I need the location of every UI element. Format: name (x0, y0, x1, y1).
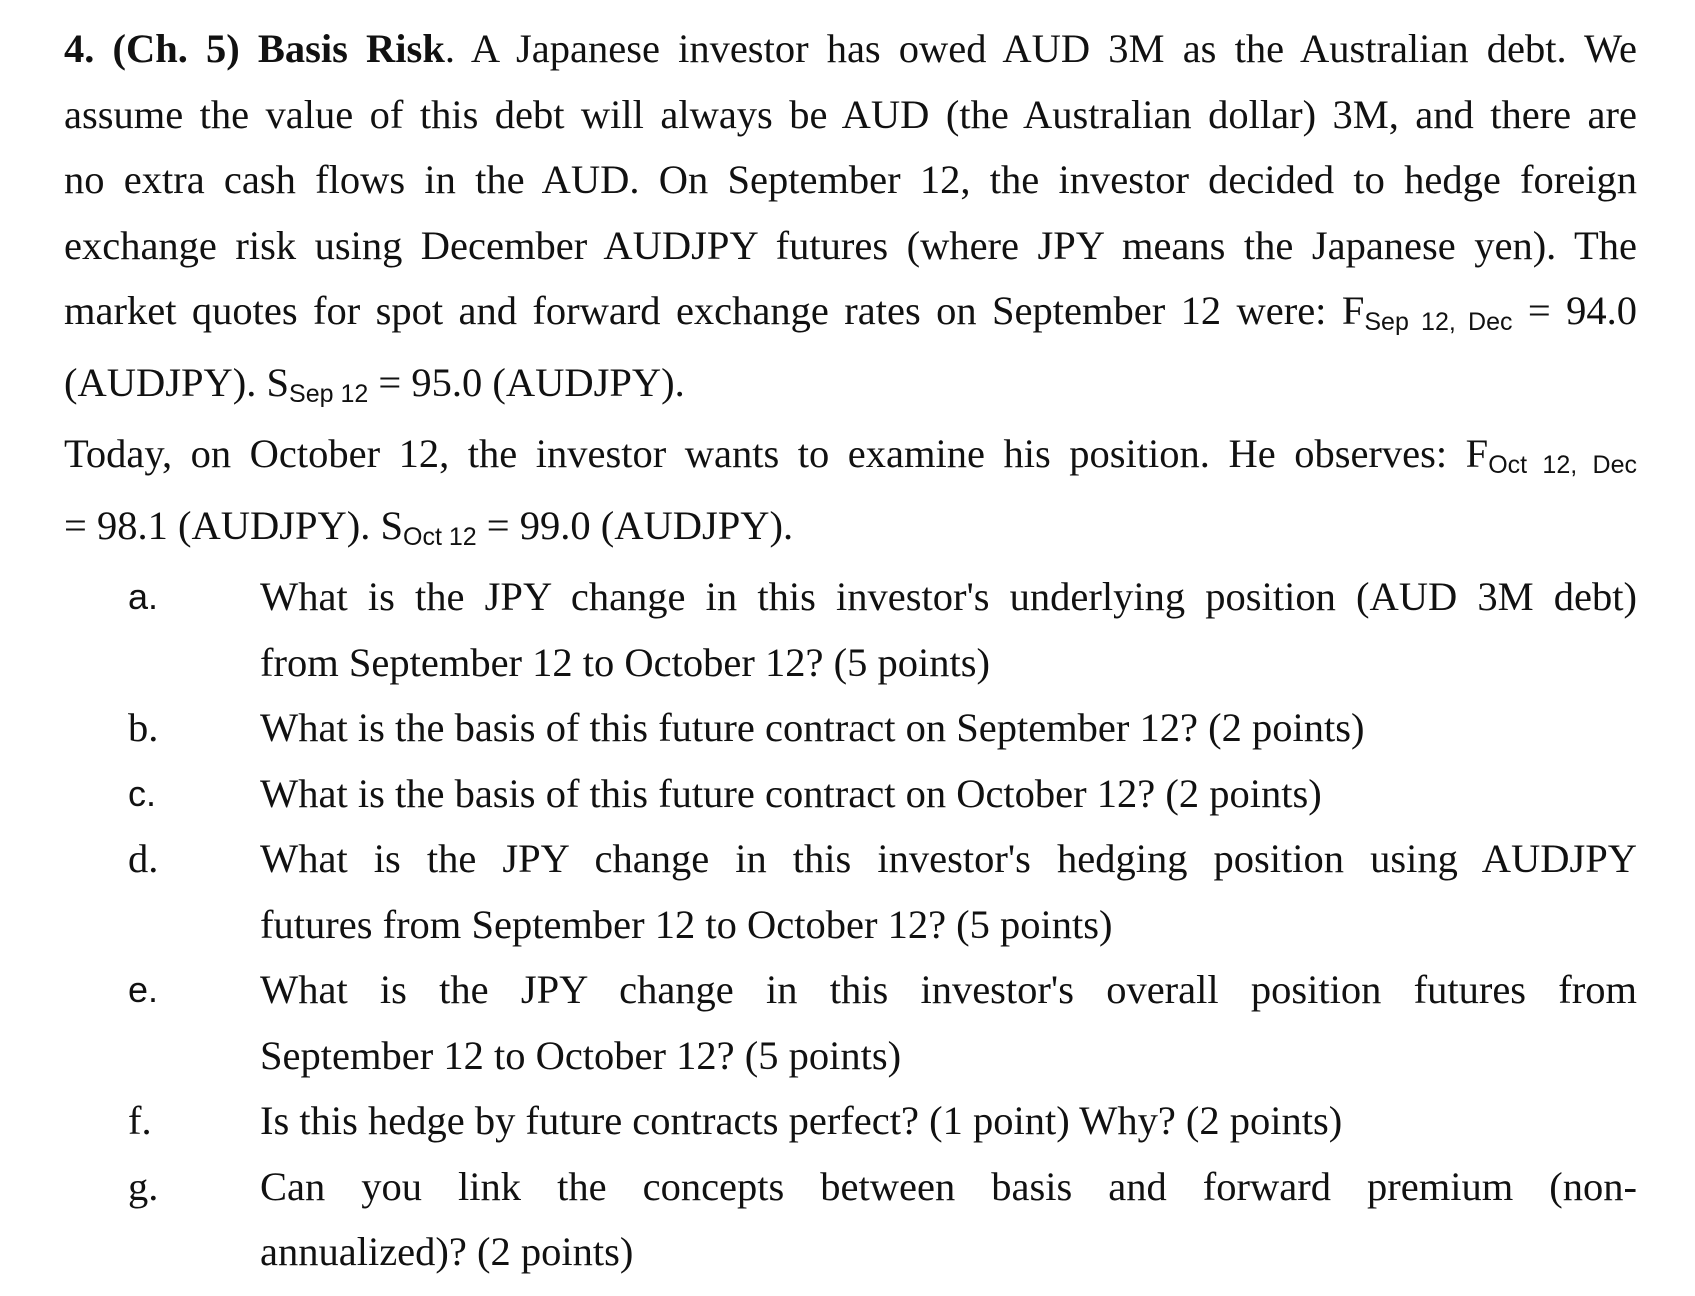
item-text (260, 1154, 1637, 1285)
item-text (260, 957, 1637, 1088)
s-oct-subscript: Oct 12 (403, 522, 477, 551)
sub-question-c (64, 761, 1637, 827)
s-sep-subscript: Sep 12 (289, 379, 369, 408)
intro-line-2: assume the value of this debt will always be AUD (the Australian dollar) 3M, and there are (64, 91, 1637, 137)
sub-question-g (64, 1154, 1637, 1285)
sub-question-f (64, 1088, 1637, 1154)
item-line: Can you link the concepts between basis and forward premium (non- (260, 1163, 1637, 1209)
item-line: What is the JPY change in this investor's underlying position (AUD 3M debt) (260, 574, 1637, 619)
intro-line-3: no extra cash flows in the AUD. On September 12, the investor decided to hedge foreign (64, 157, 1637, 202)
intro-line-4: exchange risk using December AUDJPY futures (where JPY means the Japanese yen). The (64, 222, 1637, 268)
sub-question-d (64, 826, 1637, 957)
f-oct-subscript: Oct 12, Dec (1488, 451, 1637, 479)
item-marker: f. (128, 1098, 152, 1143)
item-marker: c. (128, 772, 157, 814)
item-text (260, 695, 1637, 761)
quotes-line (64, 278, 1637, 350)
item-text (260, 1088, 1637, 1154)
item-text (260, 564, 1637, 695)
item-text (260, 761, 1637, 827)
sub-question-list (64, 564, 1637, 1285)
item-marker: e. (128, 969, 159, 1010)
intro-text-1: . A Japanese investor has owed AUD 3M as the Australian debt. We (444, 26, 1637, 71)
sub-question-b (64, 695, 1637, 761)
item-line: What is the basis of this future contract on October 12? (2 points) (260, 770, 1322, 816)
intro-line-1 (64, 16, 1637, 82)
item-line: What is the JPY change in this investor's overall position futures from (260, 967, 1637, 1012)
item-line: September 12 to October 12? (5 points) (260, 1032, 902, 1078)
item-line: annualized)? (2 points) (260, 1229, 634, 1274)
f-oct-value: = 98.1 (AUDJPY). S (64, 502, 403, 548)
item-text (260, 826, 1637, 957)
spot-sep-line (64, 350, 1637, 422)
question-title: 4. (Ch. 5) Basis Risk (64, 26, 445, 71)
item-marker: b. (128, 705, 159, 750)
question-document (64, 16, 1637, 1285)
item-line: futures from September 12 to October 12? (5 points) (260, 901, 1113, 947)
sub-question-e (64, 957, 1637, 1088)
item-line: What is the JPY change in this investor's hedging position using AUDJPY (260, 836, 1637, 881)
item-marker: d. (128, 836, 159, 881)
f-sep-value: = 94.0 (1512, 288, 1638, 333)
s-sep-value: = 95.0 (AUDJPY). (368, 359, 685, 405)
item-line: What is the basis of this future contract on September 12? (2 points) (260, 705, 1365, 750)
item-line: Is this hedge by future contracts perfect? (1 point) Why? (2 points) (260, 1098, 1343, 1143)
s-oct-value: = 99.0 (AUDJPY). (476, 502, 794, 548)
item-marker: g. (128, 1163, 159, 1209)
item-line: from September 12 to October 12? (5 points) (260, 639, 990, 685)
item-marker: a. (128, 576, 159, 617)
oct-values-line (64, 493, 1637, 565)
today-line (64, 421, 1637, 493)
s-sep-prefix: (AUDJPY). S (64, 359, 290, 405)
f-sep-subscript: Sep 12, Dec (1364, 308, 1513, 336)
today-prefix: Today, on October 12, the investor wants to examine his position. He observes: F (64, 431, 1489, 476)
quotes-prefix: market quotes for spot and forward exchange rates on September 12 were: F (64, 288, 1365, 333)
sub-question-a (64, 564, 1637, 695)
